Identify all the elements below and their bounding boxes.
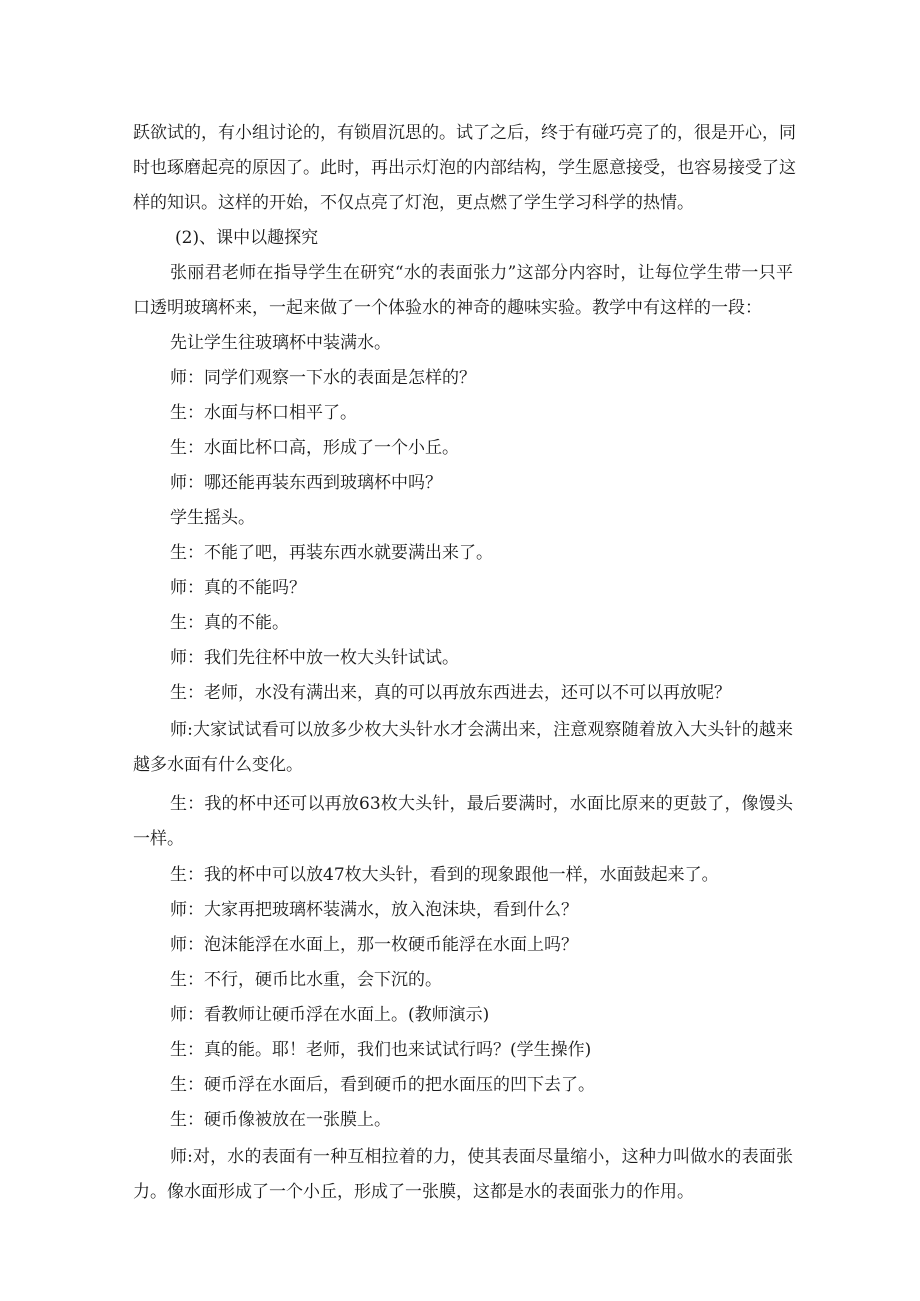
dialogue-line: 师:大家试试看可以放多少枚大头针水才会满出来，注意观察随着放入大头针的越来 (170, 720, 793, 740)
paragraph-line: 先让学生往玻璃杯中装满水。 (170, 333, 391, 353)
dialogue-line: 生：老师，水没有满出来，真的可以再放东西进去，还可以不可以再放呢？ (170, 683, 731, 703)
dialogue-line: 生：我的杯中可以放47枚大头针，看到的现象跟他一样，水面鼓起来了。 (170, 865, 719, 885)
paragraph-line: 样的知识。这样的开始，不仅点亮了灯泡，更点燃了学生学习科学的热情。 (133, 193, 694, 213)
dialogue-line: 一样。 (133, 829, 184, 849)
paragraph-line: 时也琢磨起亮的原因了。此时，再出示灯泡的内部结构，学生愿意接受，也容易接受了这 (133, 158, 796, 178)
section-heading: (2)、课中以趣探究 (175, 228, 319, 248)
paragraph-line: 张丽君老师在指导学生在研究“水的表面张力”这部分内容时，让每位学生带一只平 (170, 263, 793, 283)
dialogue-line: 师：真的不能吗？ (170, 578, 306, 598)
dialogue-line: 生：硬币像被放在一张膜上。 (170, 1110, 391, 1130)
dialogue-line: 师：同学们观察一下水的表面是怎样的？ (170, 368, 476, 388)
paragraph-line: 跃欲试的，有小组讨论的，有锁眉沉思的。试了之后，终于有碰巧亮了的，很是开心，同 (133, 123, 796, 143)
dialogue-line: 师：看教师让硬币浮在水面上。(教师演示) (170, 1005, 490, 1025)
dialogue-line: 师：大家再把玻璃杯装满水，放入泡沫块，看到什么？ (170, 900, 578, 920)
dialogue-line: 师：我们先往杯中放一枚大头针试试。 (170, 648, 459, 668)
dialogue-line: 越多水面有什么变化。 (133, 755, 303, 775)
dialogue-line: 力。像水面形成了一个小丘，形成了一张膜，这都是水的表面张力的作用。 (133, 1182, 694, 1202)
dialogue-line: 生：真的能。耶！老师，我们也来试试行吗？(学生操作) (170, 1040, 592, 1060)
dialogue-line: 生：真的不能。 (170, 613, 289, 633)
dialogue-line: 生：硬币浮在水面后，看到硬币的把水面压的凹下去了。 (170, 1075, 595, 1095)
dialogue-line: 师：泡沫能浮在水面上，那一枚硬币能浮在水面上吗？ (170, 935, 578, 955)
dialogue-line: 生：不行，硬币比水重，会下沉的。 (170, 970, 442, 990)
dialogue-line: 学生摇头。 (170, 508, 255, 528)
dialogue-line: 师:对，水的表面有一种互相拉着的力，使其表面尽量缩小，这种力叫做水的表面张 (170, 1147, 793, 1167)
dialogue-line: 生：水面比杯口高，形成了一个小丘。 (170, 438, 459, 458)
dialogue-line: 师：哪还能再装东西到玻璃杯中吗？ (170, 473, 442, 493)
dialogue-line: 生：我的杯中还可以再放63枚大头针，最后要满时，水面比原来的更鼓了，像馒头 (170, 794, 793, 814)
dialogue-line: 生：水面与杯口相平了。 (170, 403, 357, 423)
paragraph-line: 口透明玻璃杯来，一起来做了一个体验水的神奇的趣味实验。教学中有这样的一段： (133, 298, 762, 318)
dialogue-line: 生：不能了吧，再装东西水就要满出来了。 (170, 543, 493, 563)
